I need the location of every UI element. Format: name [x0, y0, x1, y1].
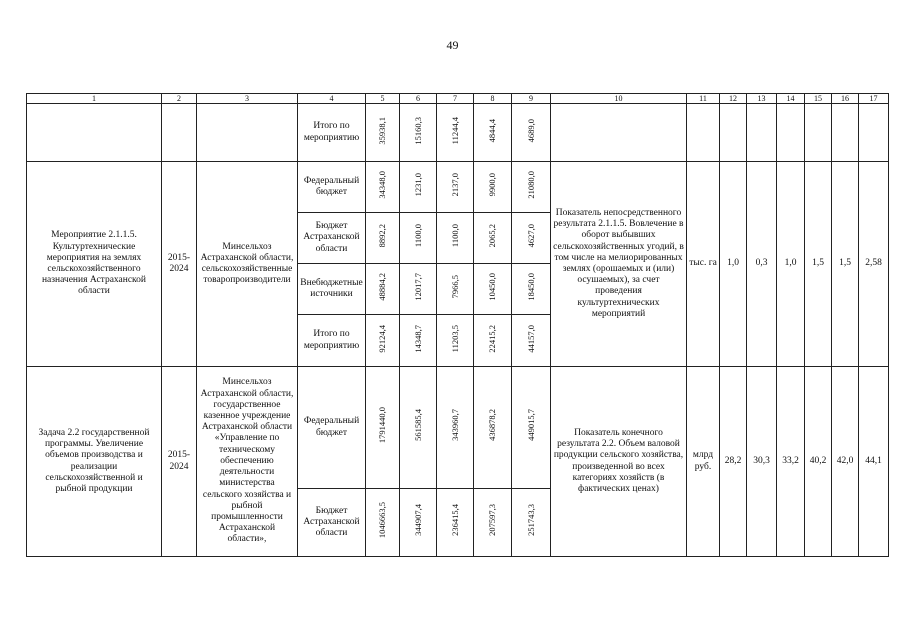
- header-cell: 12: [720, 94, 747, 104]
- header-cell: 14: [777, 94, 805, 104]
- measure-name: Мероприятие 2.1.1.5. Культуртехнические мероприятия на землях сельскохозяйственного назначения Астраханской области: [27, 162, 162, 367]
- value-cell: 34348,0: [366, 162, 400, 213]
- header-cell: 11: [687, 94, 720, 104]
- value-cell: 4844,4: [474, 104, 512, 162]
- value-cell: 4627,0: [512, 213, 551, 264]
- value-cell: 251743,3: [512, 489, 551, 557]
- value-cell: 344907,4: [400, 489, 437, 557]
- empty-cell: [687, 104, 720, 162]
- target-value: 44,1: [859, 367, 889, 557]
- header-cell: 16: [832, 94, 859, 104]
- source-label: Итого по мероприятию: [298, 315, 366, 367]
- unit: млрд руб.: [687, 367, 720, 557]
- target-value: 28,2: [720, 367, 747, 557]
- header-cell: 17: [859, 94, 889, 104]
- value-cell: 1231,0: [400, 162, 437, 213]
- header-cell: 4: [298, 94, 366, 104]
- period: 2015-2024: [162, 367, 197, 557]
- value-cell: 22415,2: [474, 315, 512, 367]
- empty-cell: [777, 104, 805, 162]
- empty-cell: [162, 104, 197, 162]
- table-row: [27, 104, 889, 162]
- value-cell: 436878,2: [474, 367, 512, 489]
- task-name: Задача 2.2 государственной программы. Увеличение объемов производства и реализации сельскохозяйственной и рыбной продукции: [27, 367, 162, 557]
- empty-cell: [805, 104, 832, 162]
- value-cell: 343960,7: [437, 367, 474, 489]
- target-value: 0,3: [747, 162, 777, 367]
- empty-cell: [747, 104, 777, 162]
- page-number: 49: [446, 38, 459, 52]
- value-cell: 12017,7: [400, 264, 437, 315]
- target-value: 33,2: [777, 367, 805, 557]
- empty-cell: [551, 104, 687, 162]
- executor: Минсельхоз Астраханской области, государственное казенное учреждение Астраханской области «Управление по техническому обеспечению деятельности министерства сельского хозяйства и рыбной промышленности Астраханской области»,: [197, 367, 298, 557]
- executor: Минсельхоз Астраханской области, сельскохозяйственные товаропроизводители: [197, 162, 298, 367]
- header-cell: 9: [512, 94, 551, 104]
- value-cell: 8892,2: [366, 213, 400, 264]
- header-cell: 7: [437, 94, 474, 104]
- value-cell: 92124,4: [366, 315, 400, 367]
- header-cell: 8: [474, 94, 512, 104]
- value-cell: 236415,4: [437, 489, 474, 557]
- value-cell: 44157,0: [512, 315, 551, 367]
- empty-cell: [197, 104, 298, 162]
- target-value: 1,5: [805, 162, 832, 367]
- value-cell: 21080,0: [512, 162, 551, 213]
- target-value: 1,5: [832, 162, 859, 367]
- value-cell: 1100,0: [400, 213, 437, 264]
- period: 2015-2024: [162, 162, 197, 367]
- header-cell: 3: [197, 94, 298, 104]
- value-cell: 35938,1: [366, 104, 400, 162]
- value-cell: 207597,3: [474, 489, 512, 557]
- target-value: 30,3: [747, 367, 777, 557]
- header-cell: 13: [747, 94, 777, 104]
- value-cell: 11203,5: [437, 315, 474, 367]
- indicator: Показатель непосредственного результата 2.1.1.5. Вовлечение в оборот выбывших сельскохозяйственных угодий, в том числе на мелиорированных землях (орошаемых и (или) осушаемых), за счет проведения культуртехнических мероприятий: [551, 162, 687, 367]
- value-cell: 4689,0: [512, 104, 551, 162]
- source-label: Бюджет Астраханской области: [298, 213, 366, 264]
- header-cell: 10: [551, 94, 687, 104]
- value-cell: 11244,4: [437, 104, 474, 162]
- source-label: Итого по мероприятию: [298, 104, 366, 162]
- value-cell: 7966,5: [437, 264, 474, 315]
- value-cell: 10450,0: [474, 264, 512, 315]
- table-row: [27, 367, 889, 489]
- indicator: Показатель конечного результата 2.2. Объем валовой продукции сельского хозяйства, произведенной во всех категориях хозяйств (в фактических ценах): [551, 367, 687, 557]
- value-cell: 14348,7: [400, 315, 437, 367]
- source-label: Федеральный бюджет: [298, 162, 366, 213]
- value-cell: 1046663,5: [366, 489, 400, 557]
- target-value: 42,0: [832, 367, 859, 557]
- header-cell: 5: [366, 94, 400, 104]
- empty-cell: [27, 104, 162, 162]
- source-label: Бюджет Астраханской области: [298, 489, 366, 557]
- value-cell: 1100,0: [437, 213, 474, 264]
- empty-cell: [832, 104, 859, 162]
- header-cell: 2: [162, 94, 197, 104]
- program-table: [26, 93, 889, 557]
- target-value: 1,0: [777, 162, 805, 367]
- empty-cell: [859, 104, 889, 162]
- header-row: [27, 94, 889, 104]
- source-label: Внебюджетные источники: [298, 264, 366, 315]
- empty-cell: [720, 104, 747, 162]
- value-cell: 18450,0: [512, 264, 551, 315]
- value-cell: 561585,4: [400, 367, 437, 489]
- unit: тыс. га: [687, 162, 720, 367]
- value-cell: 15160,3: [400, 104, 437, 162]
- header-cell: 1: [27, 94, 162, 104]
- header-cell: 6: [400, 94, 437, 104]
- value-cell: 2065,2: [474, 213, 512, 264]
- source-label: Федеральный бюджет: [298, 367, 366, 489]
- table-row: [27, 162, 889, 213]
- target-value: 2,58: [859, 162, 889, 367]
- target-value: 40,2: [805, 367, 832, 557]
- target-value: 1,0: [720, 162, 747, 367]
- value-cell: 1791440,0: [366, 367, 400, 489]
- value-cell: 2137,0: [437, 162, 474, 213]
- value-cell: 9900,0: [474, 162, 512, 213]
- value-cell: 48884,2: [366, 264, 400, 315]
- value-cell: 449015,7: [512, 367, 551, 489]
- header-cell: 15: [805, 94, 832, 104]
